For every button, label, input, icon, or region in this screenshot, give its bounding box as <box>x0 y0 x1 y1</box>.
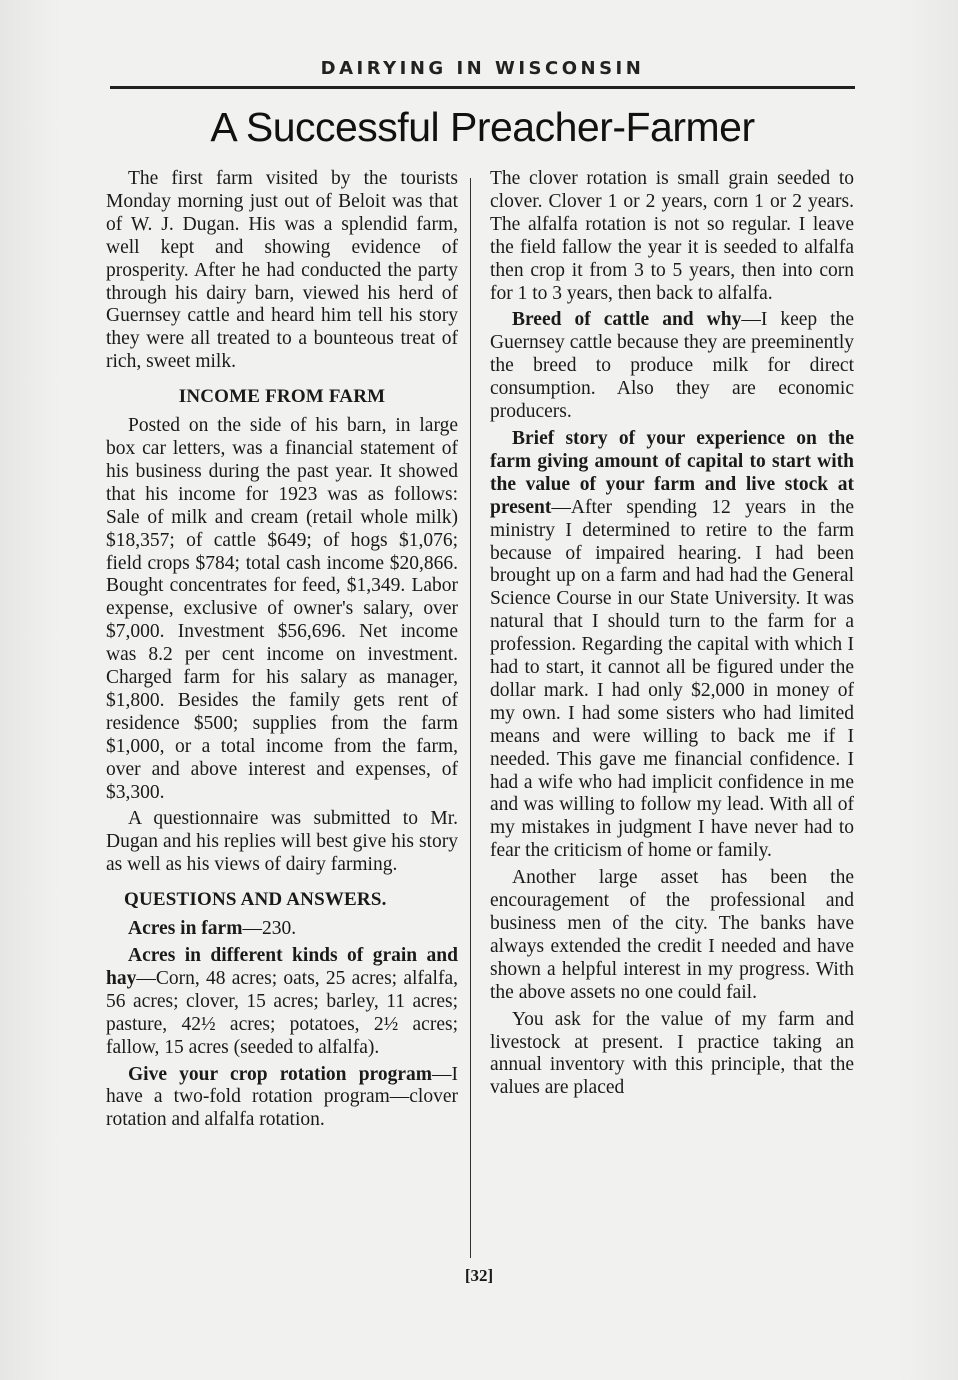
acres-question-answer <box>106 918 458 941</box>
questionnaire-paragraph: A questionnaire was submitted to Mr. Dugan and his replies will best give his story as well as his views of dairy farming. <box>106 808 458 876</box>
breed-question: Breed of cattle and why <box>512 309 742 331</box>
story-answer: —After spending 12 years in the ministry I determined to retire to the farm because of impaired hearing. I had been brought up on a farm and had had the General Science Course in our State University. It was natural that I should turn to the farm for a profession. Regarding the capital with which I had to start, it cannot all be figured under the dollar mark. I had only $2,000 in money of my own. I had some sisters who had limited means and were willing to back me if I needed. This gave me financial confidence. I had a wife who had implicit confidence in me and was willing to follow my lead. With all of my mistakes in judgment I have never had to fear the criticism of home or family. <box>490 496 854 862</box>
page-number: [32] <box>464 1266 494 1285</box>
article-title: A Successful Preacher-Farmer <box>210 104 755 150</box>
income-paragraph: Posted on the side of his barn, in large box car letters, was a financial statement of his business during the past year. It showed that his income for 1923 was as follows: Sale of milk and cream (retail whole milk) $18,357; of cattle $649; of hogs $1,076; field crops $784; total cash income $20,866. Bought concentrates for feed, $1,349. Labor expense, exclusive of owner's salary, over $7,000. Investment $56,696. Net income was 8.2 per cent income on investment. Charged farm for his salary as manager, $1,800. Besides the family gets rent of residence $500; supplies from the farm $1,000, or a total income from the farm, over and above interest and expenses, of $3,300. <box>106 415 458 803</box>
rotation-answer: —I have a two-fold rotation program—clover rotation and alfalfa rotation. <box>106 1063 458 1131</box>
column-divider <box>470 178 471 1258</box>
left-column <box>106 168 458 1136</box>
grain-question: Acres in different kinds of grain and hay <box>106 945 458 989</box>
rotation-question-answer <box>106 1064 458 1133</box>
running-header: DAIRYING IN WISCONSIN <box>320 58 645 79</box>
grain-answer: —Corn, 48 acres; oats, 25 acres; alfalfa, 56 acres; clover, 15 acres; barley, 11 acres; pasture, 42½ acres; potatoes, 2½ acres; fallow, 15 acres (seeded to alfalfa). <box>106 967 458 1058</box>
grain-question-answer <box>106 945 458 1060</box>
value-paragraph: You ask for the value of my farm and livestock at present. I practice taking an annual inventory with this principle, that the values are placed <box>490 1008 854 1099</box>
acres-question: Acres in farm <box>128 918 243 940</box>
intro-paragraph: The first farm visited by the tourists Monday morning just out of Beloit was that of W. J. Dugan. His was a splendid farm, well kept and showing evidence of prosperity. After he had conducted the party through his dairy barn, viewed his herd of Guernsey cattle and heard him tell his story they were all treated to a bounteous treat of rich, sweet milk. <box>106 168 458 373</box>
asset-paragraph: Another large asset has been the encouragement of the professional and business men of the city. The banks have always extended the credit I needed and have shown a helpful interest in my progress. With the above assets no one could fail. <box>490 867 854 1003</box>
acres-answer: —230. <box>242 918 297 940</box>
rotation-detail-paragraph: The clover rotation is small grain seeded to clover. Clover 1 or 2 years, corn 1 or 2 years. The alfalfa rotation is not so regular. I leave the field fallow the year it is seeded to alfalfa then crop it from 3 to 5 years, then into corn for 1 to 3 years, then back to alfalfa. <box>490 168 854 304</box>
header-rule <box>110 86 855 89</box>
breed-answer: —I keep the Guernsey cattle because they are preeminently the breed to produce milk for direct consumption. Also they are economic producers. <box>490 309 854 423</box>
right-column <box>490 168 854 1104</box>
rotation-question: Give your crop rotation program <box>128 1063 432 1085</box>
qa-heading: QUESTIONS AND ANSWERS. <box>124 889 387 911</box>
story-question: Brief story of your experience on the farm giving amount of capital to start with the value of your farm and live stock at present <box>490 427 854 518</box>
breed-question-answer <box>490 309 854 424</box>
income-heading: INCOME FROM FARM <box>178 386 386 408</box>
story-question-answer <box>490 428 854 863</box>
